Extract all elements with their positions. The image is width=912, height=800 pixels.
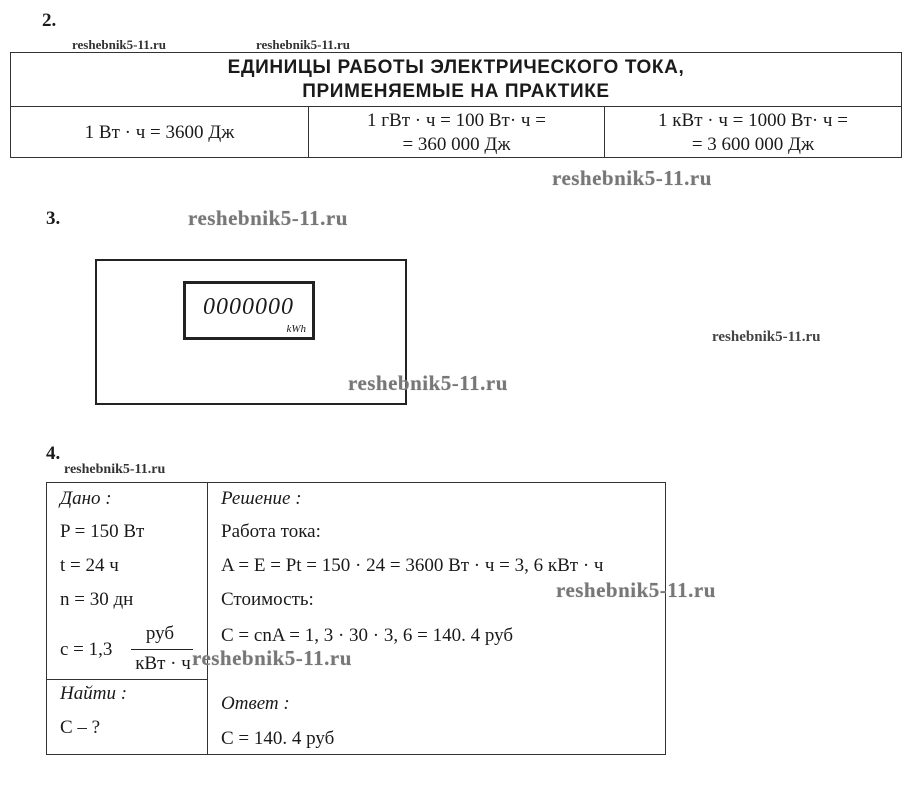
cell-line: 1 кВт · ч = 1000 Вт· ч =: [658, 109, 848, 131]
task-table: [46, 482, 666, 755]
units-table-header: [11, 53, 901, 107]
given-heading: Дано :: [60, 488, 112, 509]
given-tariff: c = 1,3: [60, 639, 113, 660]
table-cell: [11, 107, 309, 158]
section-4-number: 4.: [46, 443, 61, 464]
work-label: Работа тока:: [221, 521, 321, 542]
meter-display: [183, 281, 315, 340]
answer-heading: Ответ :: [221, 693, 290, 714]
row-divider: [47, 679, 207, 680]
meter-unit: kWh: [286, 323, 306, 335]
given-days: n = 30 дн: [60, 589, 134, 610]
given-time: t = 24 ч: [60, 555, 119, 576]
watermark: reshebnik5-11.ru: [192, 646, 352, 670]
watermark: reshebnik5-11.ru: [256, 37, 351, 52]
cell-line: = 360 000 Дж: [402, 133, 511, 155]
units-table: [10, 52, 902, 158]
watermark: reshebnik5-11.ru: [552, 166, 712, 190]
tariff-numerator: руб: [145, 623, 175, 644]
given-power: P = 150 Вт: [60, 521, 145, 542]
section-2-number: 2.: [42, 10, 57, 31]
watermark: reshebnik5-11.ru: [188, 206, 348, 230]
cell-line: = 3 600 000 Дж: [691, 133, 815, 155]
watermark: reshebnik5-11.ru: [348, 371, 508, 395]
table-cell: [605, 107, 901, 158]
answer-value: C = 140. 4 руб: [221, 728, 335, 749]
work-formula: A = E = Pt = 150 · 24 = 3600 Вт · ч = 3, 6 кВт · ч: [221, 555, 604, 576]
header-line-2: ПРИМЕНЯЕМЫЕ НА ПРАКТИКЕ: [302, 81, 610, 102]
meter-digits: 0000000: [203, 294, 294, 320]
find-value: C – ?: [60, 717, 101, 738]
column-divider: [207, 483, 208, 754]
watermark: reshebnik5-11.ru: [72, 37, 167, 52]
section-3-number: 3.: [46, 208, 61, 229]
find-heading: Найти :: [60, 683, 128, 704]
cell-line: 1 гВт · ч = 100 Вт· ч =: [367, 109, 546, 131]
watermark: reshebnik5-11.ru: [64, 462, 166, 477]
header-line-1: ЕДИНИЦЫ РАБОТЫ ЭЛЕКТРИЧЕСКОГО ТОКА,: [227, 57, 685, 78]
tariff-denominator: кВт · ч: [135, 653, 191, 674]
watermark: reshebnik5-11.ru: [556, 578, 716, 602]
table-cell: [309, 107, 605, 158]
watermark: reshebnik5-11.ru: [712, 329, 821, 345]
solution-heading: Решение :: [221, 488, 302, 509]
cost-label: Стоимость:: [221, 589, 314, 610]
cell-line: 1 Вт · ч = 3600 Дж: [84, 121, 235, 143]
cost-formula: C = cnA = 1, 3 · 30 · 3, 6 = 140. 4 руб: [221, 625, 513, 646]
fraction-bar: [131, 649, 193, 650]
